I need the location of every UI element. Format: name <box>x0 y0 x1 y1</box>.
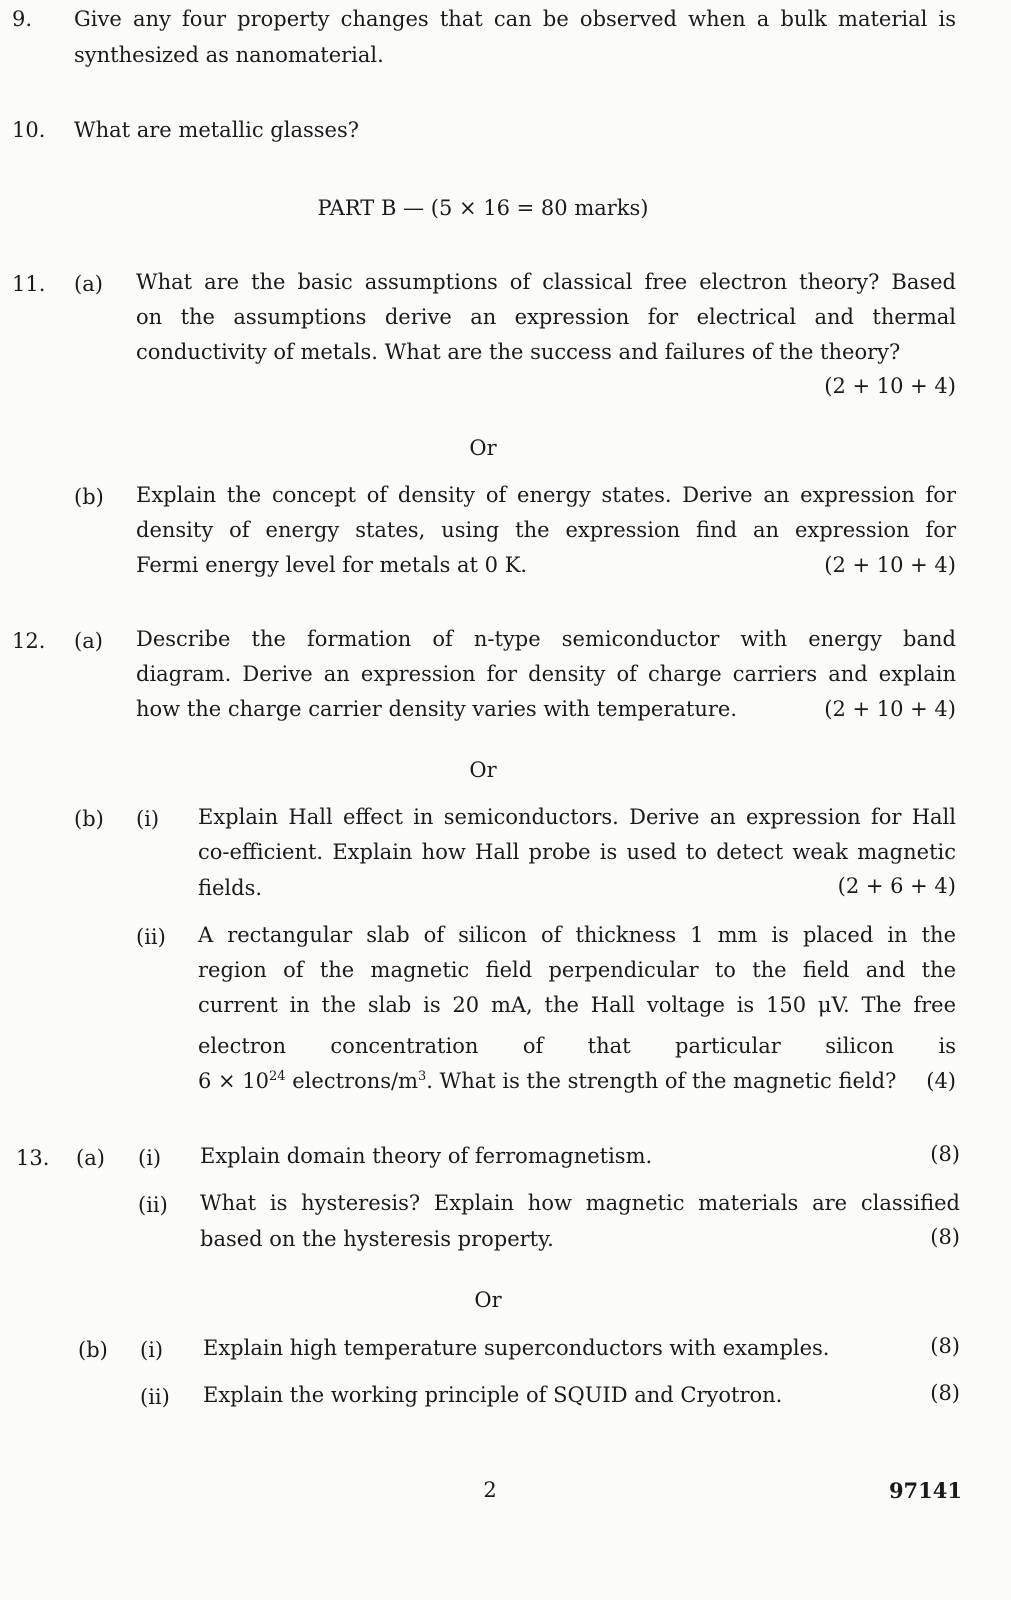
q11a-line2: on the assumptions derive an expression for electrical and thermal <box>136 305 956 329</box>
q13a-ii-line1: What is hysteresis? Explain how magnetic materials are classified <box>200 1191 960 1215</box>
paper-code: 97141 <box>888 1478 962 1503</box>
q13b-i-text: Explain high temperature superconductors with examples. <box>203 1336 830 1360</box>
q12-number: 12. <box>12 629 46 653</box>
q12b-i-line1: Explain Hall effect in semiconductors. Derive an expression for Hall <box>198 805 956 829</box>
q12-or: Or <box>469 758 497 782</box>
q11b-marks: (2 + 10 + 4) <box>824 553 956 577</box>
q12b-i-marks: (2 + 6 + 4) <box>837 874 956 898</box>
q13b-i-marks: (8) <box>930 1334 960 1358</box>
q13a-ii-line2: based on the hysteresis property. <box>200 1227 554 1251</box>
q12a-line2: diagram. Derive an expression for density of charge carriers and explain <box>136 662 956 686</box>
q12b-ii-line5-mid: electrons/m <box>285 1069 418 1093</box>
q13a-i-marks: (8) <box>930 1142 960 1166</box>
q11b-line3: Fermi energy level for metals at 0 K. <box>136 553 528 577</box>
q10-text: What are metallic glasses? <box>74 118 359 142</box>
q12a-marks: (2 + 10 + 4) <box>824 697 956 721</box>
q13a-ii-marks: (8) <box>930 1225 960 1249</box>
q13a-i-label: (i) <box>138 1146 162 1170</box>
q12b-ii-marks: (4) <box>926 1069 956 1093</box>
q11a-label: (a) <box>74 272 103 296</box>
q13a-i-text: Explain domain theory of ferromagnetism. <box>200 1144 653 1168</box>
q12b-ii-line5 <box>198 1064 896 1099</box>
q12b-label: (b) <box>74 807 104 831</box>
q13b-i-label: (i) <box>140 1338 164 1362</box>
q11b-label: (b) <box>74 485 104 509</box>
q13b-ii-marks: (8) <box>930 1381 960 1405</box>
part-b-heading: PART B — (5 × 16 = 80 marks) <box>317 196 649 220</box>
q11a-line1: What are the basic assumptions of classical free electron theory? Based <box>136 270 956 294</box>
q11a-line3: conductivity of metals. What are the success and failures of the theory? <box>136 340 901 364</box>
q13b-ii-text: Explain the working principle of SQUID and Cryotron. <box>203 1383 783 1407</box>
q11b-line1: Explain the concept of density of energy states. Derive an expression for <box>136 483 956 507</box>
q13-or: Or <box>474 1288 502 1312</box>
q12b-i-line2: co-efficient. Explain how Hall probe is used to detect weak magnetic <box>198 840 956 864</box>
q13b-ii-label: (ii) <box>140 1385 170 1409</box>
q9-number: 9. <box>12 7 33 31</box>
q12b-ii-line4: electron concentration of that particular silicon is <box>198 1034 956 1058</box>
q10-number: 10. <box>12 118 46 142</box>
q12b-i-line3: fields. <box>198 876 263 900</box>
q12b-ii-line5-exponent: 24 <box>269 1069 286 1084</box>
q12b-ii-label: (ii) <box>136 925 166 949</box>
q12b-ii-line5-pre: 6 × 10 <box>198 1069 270 1093</box>
q11-number: 11. <box>12 272 46 296</box>
q13-number: 13. <box>16 1146 50 1170</box>
q12a-line3: how the charge carrier density varies with temperature. <box>136 697 738 721</box>
q13a-label: (a) <box>76 1146 105 1170</box>
q12a-line1: Describe the formation of n-type semiconductor with energy band <box>136 627 956 651</box>
q12b-ii-line5-post: . What is the strength of the magnetic field? <box>426 1069 897 1093</box>
q9-line1: Give any four property changes that can be observed when a bulk material is <box>74 7 956 31</box>
q12b-i-label: (i) <box>136 807 160 831</box>
q11b-line2: density of energy states, using the expression find an expression for <box>136 518 956 542</box>
q13a-ii-label: (ii) <box>138 1193 168 1217</box>
q12b-ii-line3: current in the slab is 20 mA, the Hall voltage is 150 μV. The free <box>198 993 956 1017</box>
q9-line2: synthesized as nanomaterial. <box>74 43 384 67</box>
q11a-marks: (2 + 10 + 4) <box>824 374 956 398</box>
q12a-label: (a) <box>74 629 103 653</box>
page-number: 2 <box>483 1478 497 1502</box>
q12b-ii-line1: A rectangular slab of silicon of thickness 1 mm is placed in the <box>198 923 956 947</box>
q11-or: Or <box>469 436 497 460</box>
q13b-label: (b) <box>78 1338 108 1362</box>
q12b-ii-line5-exponent2: 3 <box>418 1069 427 1084</box>
q12b-ii-line2: region of the magnetic field perpendicular to the field and the <box>198 958 956 982</box>
